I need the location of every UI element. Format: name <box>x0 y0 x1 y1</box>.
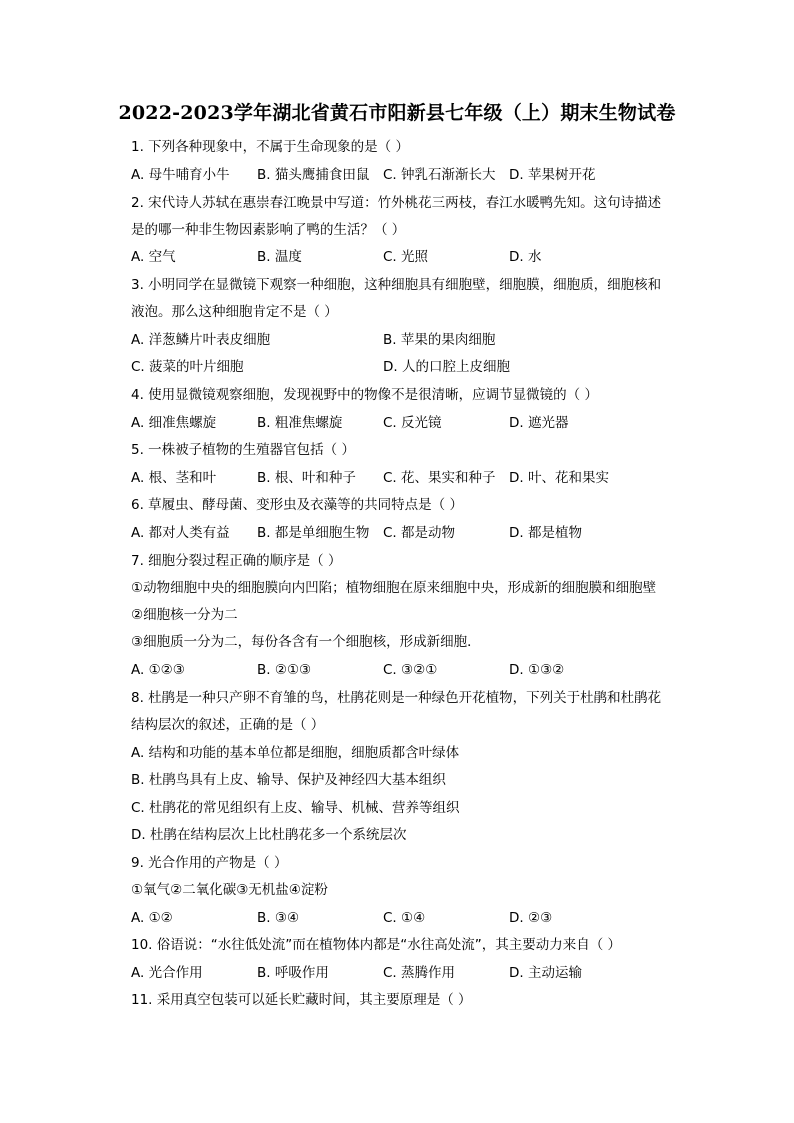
page-title: 2022-2023学年湖北省黄石市阳新县七年级（上）期末生物试卷 <box>118 102 676 124</box>
question-6: 6. 草履虫、酵母菌、变形虫及衣藻等的共同特点是（ ） <box>131 497 463 513</box>
question-4: 4. 使用显微镜观察细胞，发现视野中的物像不是很清晰，应调节显微镜的（ ） <box>131 387 598 403</box>
question-8-cont: 结构层次的叙述，正确的是（ ） <box>131 717 325 733</box>
q8-option-b: B. 杜鹃鸟具有上皮、输导、保护及神经四大基本组织 <box>131 772 446 788</box>
q3-option-c: C. 菠菜的叶片细胞 <box>131 359 244 375</box>
q10-option-d: D. 主动运输 <box>509 965 582 981</box>
q3-option-a: A. 洋葱鳞片叶表皮细胞 <box>131 332 271 348</box>
q1-option-d: D. 苹果树开花 <box>509 167 596 183</box>
q9-option-d: D. ②③ <box>509 910 553 926</box>
q4-option-b: B. 粗准焦螺旋 <box>257 415 343 431</box>
q10-option-c: C. 蒸腾作用 <box>383 965 456 981</box>
question-9-items: ①氧气②二氧化碳③无机盐④淀粉 <box>131 882 328 898</box>
q7-option-a: A. ①②③ <box>131 662 185 678</box>
q6-option-b: B. 都是单细胞生物 <box>257 525 370 541</box>
question-7-step-3: ③细胞质一分为二，每份各含有一个细胞核，形成新细胞． <box>131 634 481 650</box>
question-2: 2. 宋代诗人苏轼在惠崇春江晚景中写道：竹外桃花三两枝，春江水暖鸭先知。这句诗描述 <box>131 195 662 211</box>
q5-option-c: C. 花、果实和种子 <box>383 470 496 486</box>
q9-option-c: C. ①④ <box>383 910 426 926</box>
q6-option-c: C. 都是动物 <box>383 525 456 541</box>
question-10: 10. 俗语说：“水往低处流”而在植物体内都是“水往高处流”，其主要动力来自（ ） <box>131 937 622 953</box>
q8-option-c: C. 杜鹃花的常见组织有上皮、输导、机械、营养等组织 <box>131 800 460 816</box>
q1-option-c: C. 钟乳石渐渐长大 <box>383 167 496 183</box>
question-7-step-2: ②细胞核一分为二 <box>131 607 238 623</box>
q3-option-b: B. 苹果的果肉细胞 <box>383 332 496 348</box>
q5-option-a: A. 根、茎和叶 <box>131 470 217 486</box>
q3-option-d: D. 人的口腔上皮细胞 <box>383 359 510 375</box>
q1-option-a: A. 母牛哺育小牛 <box>131 167 230 183</box>
q4-option-a: A. 细准焦螺旋 <box>131 415 217 431</box>
q7-option-c: C. ③②① <box>383 662 438 678</box>
q7-option-d: D. ①③② <box>509 662 565 678</box>
q10-option-b: B. 呼吸作用 <box>257 965 329 981</box>
q1-option-b: B. 猫头鹰捕食田鼠 <box>257 167 370 183</box>
q6-option-d: D. 都是植物 <box>509 525 582 541</box>
question-9: 9. 光合作用的产物是（ ） <box>131 855 288 871</box>
q2-option-d: D. 水 <box>509 249 542 265</box>
q4-option-c: C. 反光镜 <box>383 415 442 431</box>
q9-option-a: A. ①② <box>131 910 173 926</box>
question-5: 5. 一株被子植物的生殖器官包括（ ） <box>131 442 355 458</box>
q9-option-b: B. ③④ <box>257 910 300 926</box>
question-3-cont: 液泡。那么这种细胞肯定不是（ ） <box>131 304 338 320</box>
q5-option-d: D. 叶、花和果实 <box>509 470 609 486</box>
q2-option-a: A. 空气 <box>131 249 176 265</box>
question-7: 7. 细胞分裂过程正确的顺序是（ ） <box>131 553 342 569</box>
q10-option-a: A. 光合作用 <box>131 965 203 981</box>
question-7-step-1: ①动物细胞中央的细胞膜向内凹陷；植物细胞在原来细胞中央，形成新的细胞膜和细胞壁 <box>131 580 657 596</box>
q2-option-b: B. 温度 <box>257 249 302 265</box>
q2-option-c: C. 光照 <box>383 249 429 265</box>
q8-option-d: D. 杜鹃在结构层次上比杜鹃花多一个系统层次 <box>131 827 407 843</box>
q6-option-a: A. 都对人类有益 <box>131 525 230 541</box>
question-11: 11. 采用真空包装可以延长贮藏时间，其主要原理是（ ） <box>131 992 472 1008</box>
q8-option-a: A. 结构和功能的基本单位都是细胞，细胞质都含叶绿体 <box>131 745 460 761</box>
question-3: 3. 小明同学在显微镜下观察一种细胞，这种细胞具有细胞壁，细胞膜，细胞质，细胞核和 <box>131 277 662 293</box>
question-1: 1. 下列各种现象中，不属于生命现象的是（ ） <box>131 139 409 155</box>
q5-option-b: B. 根、叶和种子 <box>257 470 356 486</box>
q7-option-b: B. ②①③ <box>257 662 312 678</box>
question-8: 8. 杜鹃是一种只产卵不育雏的鸟，杜鹃花则是一种绿色开花植物，下列关于杜鹃和杜鹃花 <box>131 690 662 706</box>
q4-option-d: D. 遮光器 <box>509 415 569 431</box>
question-2-cont: 是的哪一种非生物因素影响了鸭的生活？（ ） <box>131 222 406 238</box>
